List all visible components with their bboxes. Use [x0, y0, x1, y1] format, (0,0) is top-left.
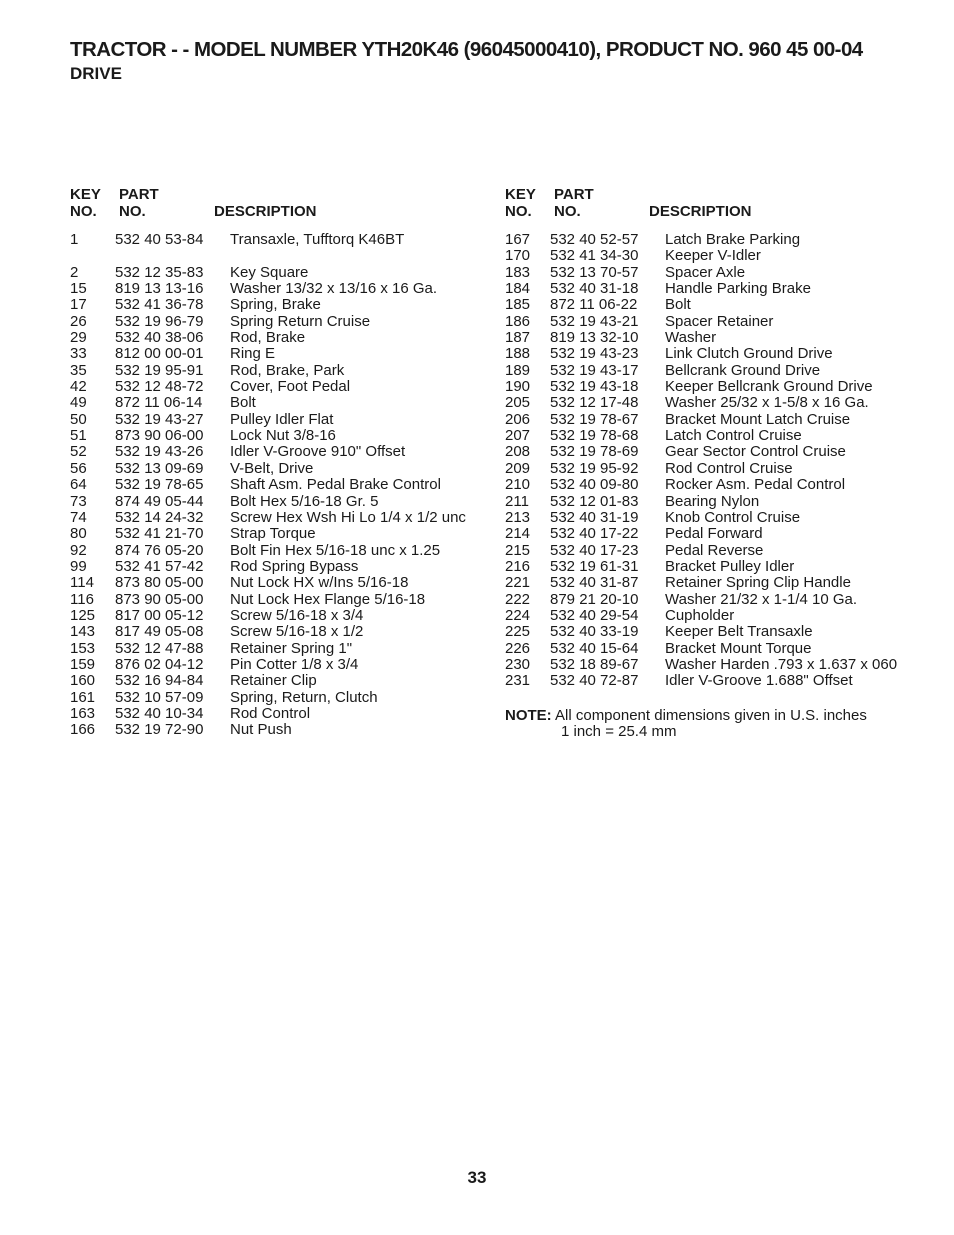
- part-number: 532 40 53-84: [115, 231, 204, 248]
- part-number: 532 19 95-92: [550, 459, 639, 477]
- part-number: 874 76 05-20: [115, 541, 204, 559]
- table-row: [505, 575, 925, 591]
- part-description: Lock Nut 3/8-16: [230, 427, 336, 445]
- note-line2: 1 inch = 25.4 mm: [561, 723, 677, 741]
- table-row: [505, 510, 925, 526]
- part-description: Nut Lock HX w/Ins 5/16-18: [230, 574, 409, 592]
- table-row: [505, 444, 925, 460]
- part-number: 532 40 33-19: [550, 623, 639, 641]
- key-number: 221: [505, 574, 531, 592]
- key-number: 213: [505, 508, 531, 526]
- part-number: 817 49 05-08: [115, 623, 204, 641]
- key-number: 52: [70, 443, 87, 461]
- part-description: Spacer Retainer: [665, 312, 774, 330]
- part-number: 532 18 89-67: [550, 655, 639, 673]
- table-row: [70, 265, 480, 281]
- key-number: 35: [70, 361, 87, 379]
- part-number: 817 00 05-12: [115, 606, 204, 624]
- part-number: 532 19 72-90: [115, 721, 204, 739]
- part-description: Shaft Asm. Pedal Brake Control: [230, 476, 441, 494]
- key-header-line2: NO.: [70, 203, 97, 220]
- key-number: 190: [505, 378, 531, 396]
- table-row: [505, 281, 925, 297]
- key-number: 222: [505, 590, 531, 608]
- part-description: Bracket Pulley Idler: [665, 557, 795, 575]
- part-description: Nut Push: [230, 721, 292, 739]
- table-row: [70, 559, 480, 575]
- table-row: [70, 543, 480, 559]
- key-number: 99: [70, 557, 87, 575]
- key-number: 80: [70, 525, 87, 543]
- part-header-line1: PART: [554, 186, 594, 203]
- part-description: Screw 5/16-18 x 3/4: [230, 606, 364, 624]
- part-description: Rod, Brake, Park: [230, 361, 345, 379]
- part-number: 532 40 31-18: [550, 280, 639, 298]
- table-row: [70, 706, 480, 722]
- part-description: Spring Return Cruise: [230, 312, 371, 330]
- table-row: [505, 346, 925, 362]
- part-number: 532 19 43-26: [115, 443, 204, 461]
- key-number: 166: [70, 721, 96, 739]
- key-number: 215: [505, 541, 531, 559]
- part-description: Bolt Hex 5/16-18 Gr. 5: [230, 492, 379, 510]
- table-row: [505, 624, 925, 640]
- part-description: Rod, Brake: [230, 329, 306, 347]
- part-number: 876 02 04-12: [115, 655, 204, 673]
- part-number: 532 12 35-83: [115, 263, 204, 281]
- part-description: Bolt: [665, 296, 691, 314]
- table-row: [70, 690, 480, 706]
- part-description: Washer 25/32 x 1-5/8 x 16 Ga.: [665, 394, 869, 412]
- part-number: 532 19 43-21: [550, 312, 639, 330]
- table-row: [505, 363, 925, 379]
- table-row: [70, 592, 480, 608]
- part-description: Screw 5/16-18 x 1/2: [230, 623, 364, 641]
- part-number: 874 49 05-44: [115, 492, 204, 510]
- key-number: 56: [70, 459, 87, 477]
- part-number: 532 19 43-27: [115, 410, 204, 428]
- part-number: 532 40 38-06: [115, 329, 204, 347]
- key-number: 161: [70, 688, 96, 706]
- table-row: [70, 297, 480, 313]
- key-number: 188: [505, 345, 531, 363]
- key-number: 50: [70, 410, 87, 428]
- table-row: [505, 265, 925, 281]
- part-description: Latch Brake Parking: [665, 231, 801, 248]
- table-row: [505, 494, 925, 510]
- key-number: 116: [70, 590, 94, 608]
- key-number: 51: [70, 427, 87, 445]
- part-description: Rocker Asm. Pedal Control: [665, 476, 846, 494]
- table-row: [70, 461, 480, 477]
- part-number: 532 19 78-69: [550, 443, 639, 461]
- part-description: Gear Sector Control Cruise: [665, 443, 846, 461]
- part-description: Pin Cotter 1/8 x 3/4: [230, 655, 359, 673]
- part-description: Pulley Idler Flat: [230, 410, 334, 428]
- key-number: 29: [70, 329, 87, 347]
- parts-list-left: [70, 232, 480, 739]
- table-row: [505, 330, 925, 346]
- table-row: [70, 232, 480, 248]
- table-row: [505, 232, 925, 248]
- part-description: Bellcrank Ground Drive: [665, 361, 821, 379]
- key-number: 160: [70, 672, 96, 690]
- key-number: 226: [505, 639, 531, 657]
- table-row: [70, 641, 480, 657]
- table-row: [505, 461, 925, 477]
- key-number: 210: [505, 476, 531, 494]
- part-description: Washer: [665, 329, 717, 347]
- part-number: 532 12 47-88: [115, 639, 204, 657]
- key-number: 185: [505, 296, 531, 314]
- part-description: Washer 13/32 x 13/16 x 16 Ga.: [230, 280, 438, 298]
- table-row: [505, 248, 925, 264]
- table-row: [70, 428, 480, 444]
- part-number: 532 19 78-67: [550, 410, 639, 428]
- table-row: [70, 510, 480, 526]
- key-number: 92: [70, 541, 87, 559]
- table-header: [70, 186, 480, 222]
- key-number: 1: [70, 231, 79, 248]
- part-number: 873 90 05-00: [115, 590, 204, 608]
- part-number: 879 21 20-10: [550, 590, 639, 608]
- table-row: [70, 379, 480, 395]
- part-description: Nut Lock Hex Flange 5/16-18: [230, 590, 426, 608]
- part-number: 532 40 17-22: [550, 525, 639, 543]
- part-number: 532 19 43-18: [550, 378, 639, 396]
- part-description: Knob Control Cruise: [665, 508, 801, 526]
- part-number: 532 40 10-34: [115, 704, 204, 722]
- part-description: Pedal Forward: [665, 525, 763, 543]
- part-number: 872 11 06-14: [115, 394, 203, 412]
- key-number: 33: [70, 345, 87, 363]
- part-header-line2: NO.: [119, 203, 146, 220]
- part-description: V-Belt, Drive: [230, 459, 314, 477]
- key-number: 184: [505, 280, 531, 298]
- note-label: NOTE:: [505, 706, 552, 724]
- part-description: Bracket Mount Latch Cruise: [665, 410, 851, 428]
- part-description: Spring, Brake: [230, 296, 321, 314]
- part-number: 532 41 34-30: [550, 247, 639, 265]
- table-row: [505, 428, 925, 444]
- key-number: 230: [505, 655, 531, 673]
- key-number: 208: [505, 443, 531, 461]
- table-row: [505, 297, 925, 313]
- part-number: 819 13 13-16: [115, 280, 204, 298]
- part-number: 532 40 31-19: [550, 508, 639, 526]
- key-number: 163: [70, 704, 96, 722]
- part-description: Idler V-Groove 1.688" Offset: [665, 672, 853, 690]
- key-number: 49: [70, 394, 87, 412]
- part-description: Strap Torque: [230, 525, 316, 543]
- key-number: 206: [505, 410, 531, 428]
- table-row: [70, 363, 480, 379]
- part-description: Bracket Mount Torque: [665, 639, 812, 657]
- table-row: [505, 608, 925, 624]
- part-number: 532 13 09-69: [115, 459, 204, 477]
- key-number: 224: [505, 606, 531, 624]
- table-row: [505, 526, 925, 542]
- part-description: Bolt: [230, 394, 256, 412]
- part-description: Handle Parking Brake: [665, 280, 811, 298]
- part-number: 532 19 78-65: [115, 476, 204, 494]
- part-number: 532 10 57-09: [115, 688, 204, 706]
- table-row: [505, 395, 925, 411]
- key-number: 159: [70, 655, 96, 673]
- key-number: 211: [505, 492, 529, 510]
- key-header-line1: KEY: [70, 186, 101, 203]
- table-row: [505, 657, 925, 673]
- key-number: 42: [70, 378, 87, 396]
- key-number: 231: [505, 672, 531, 690]
- table-row: [70, 494, 480, 510]
- part-number: 532 16 94-84: [115, 672, 204, 690]
- part-description: Retainer Spring 1": [230, 639, 353, 657]
- key-number: 183: [505, 263, 531, 281]
- table-row: [70, 657, 480, 673]
- part-description: Keeper V-Idler: [665, 247, 761, 265]
- key-number: 17: [70, 296, 87, 314]
- description-header: DESCRIPTION: [649, 203, 752, 220]
- key-number: 125: [70, 606, 96, 624]
- part-description: Washer 21/32 x 1-1/4 10 Ga.: [665, 590, 858, 608]
- part-number: 532 19 96-79: [115, 312, 204, 330]
- key-number: 167: [505, 231, 531, 248]
- table-row: [70, 395, 480, 411]
- key-number: 64: [70, 476, 87, 494]
- part-number: 532 40 17-23: [550, 541, 639, 559]
- part-header-line1: PART: [119, 186, 159, 203]
- table-row: [505, 543, 925, 559]
- part-number: 532 19 43-17: [550, 361, 639, 379]
- key-header-line1: KEY: [505, 186, 536, 203]
- part-number: 819 13 32-10: [550, 329, 639, 347]
- part-description: Ring E: [230, 345, 276, 363]
- key-number: 170: [505, 247, 531, 265]
- key-number: 15: [70, 280, 87, 298]
- key-number: 74: [70, 508, 87, 526]
- part-description: Key Square: [230, 263, 309, 281]
- part-number: 873 80 05-00: [115, 574, 204, 592]
- part-description: Keeper Bellcrank Ground Drive: [665, 378, 873, 396]
- table-row: [505, 673, 925, 689]
- part-number: 532 40 09-80: [550, 476, 639, 494]
- part-number: 532 14 24-32: [115, 508, 204, 526]
- part-description: Rod Spring Bypass: [230, 557, 359, 575]
- part-description: Rod Control Cruise: [665, 459, 793, 477]
- key-number: 2: [70, 263, 79, 281]
- part-number: 532 40 72-87: [550, 672, 639, 690]
- part-number: 532 40 15-64: [550, 639, 639, 657]
- part-description: Spring, Return, Clutch: [230, 688, 378, 706]
- table-row: [505, 379, 925, 395]
- part-description: Keeper Belt Transaxle: [665, 623, 813, 641]
- part-number: 812 00 00-01: [115, 345, 204, 363]
- table-row: [70, 722, 480, 738]
- section-title: DRIVE: [70, 64, 122, 83]
- table-header: [505, 186, 925, 222]
- key-number: 73: [70, 492, 87, 510]
- key-header-line2: NO.: [505, 203, 532, 220]
- part-number: 873 90 06-00: [115, 427, 204, 445]
- table-row: [70, 608, 480, 624]
- table-row: [505, 314, 925, 330]
- part-description: Retainer Spring Clip Handle: [665, 574, 851, 592]
- table-row: [70, 314, 480, 330]
- parts-table-right: [505, 186, 925, 741]
- table-row: [505, 412, 925, 428]
- part-description: Screw Hex Wsh Hi Lo 1/4 x 1/2 unc: [230, 508, 466, 526]
- part-number: 532 19 78-68: [550, 427, 639, 445]
- table-row: [70, 281, 480, 297]
- part-number: 532 19 61-31: [550, 557, 639, 575]
- table-row: [505, 559, 925, 575]
- table-row: [70, 477, 480, 493]
- key-number: 205: [505, 394, 531, 412]
- table-row: [505, 641, 925, 657]
- key-number: 186: [505, 312, 531, 330]
- key-number: 189: [505, 361, 531, 379]
- table-row: [70, 412, 480, 428]
- part-number: 532 19 43-23: [550, 345, 639, 363]
- part-description: Idler V-Groove 910" Offset: [230, 443, 406, 461]
- part-number: 532 12 48-72: [115, 378, 204, 396]
- table-row: [505, 592, 925, 608]
- dimension-note: [505, 708, 925, 741]
- part-description: Pedal Reverse: [665, 541, 764, 559]
- key-number: 209: [505, 459, 531, 477]
- part-number: 532 41 36-78: [115, 296, 204, 314]
- table-row: [70, 444, 480, 460]
- note-line1: All component dimensions given in U.S. inches: [551, 706, 867, 724]
- part-description: Rod Control: [230, 704, 311, 722]
- key-number: 187: [505, 329, 531, 347]
- part-description: Latch Control Cruise: [665, 427, 802, 445]
- part-number: 532 19 95-91: [115, 361, 204, 379]
- table-row: [70, 624, 480, 640]
- part-description: Bearing Nylon: [665, 492, 760, 510]
- key-number: 143: [70, 623, 96, 641]
- table-row: [70, 346, 480, 362]
- table-row: [70, 330, 480, 346]
- part-number: 872 11 06-22: [550, 296, 638, 314]
- part-number: 532 41 21-70: [115, 525, 204, 543]
- part-number: 532 12 17-48: [550, 394, 639, 412]
- parts-table-left: [70, 186, 480, 739]
- table-row: [70, 575, 480, 591]
- part-number: 532 41 57-42: [115, 557, 204, 575]
- page-title: TRACTOR - - MODEL NUMBER YTH20K46 (96045000410), PRODUCT NO. 960 45 00-04: [70, 38, 863, 61]
- part-number: 532 40 52-57: [550, 231, 639, 248]
- part-header-line2: NO.: [554, 203, 581, 220]
- part-number: 532 40 29-54: [550, 606, 639, 624]
- key-number: 216: [505, 557, 531, 575]
- parts-list-right: [505, 232, 925, 690]
- part-description: Spacer Axle: [665, 263, 746, 281]
- key-number: 114: [70, 574, 94, 592]
- table-row: [70, 526, 480, 542]
- key-number: 207: [505, 427, 531, 445]
- table-row: [70, 673, 480, 689]
- page-number: 33: [467, 1168, 487, 1187]
- table-row: [505, 477, 925, 493]
- description-header: DESCRIPTION: [214, 203, 317, 220]
- key-number: 225: [505, 623, 531, 641]
- key-number: 153: [70, 639, 96, 657]
- part-description: Bolt Fin Hex 5/16-18 unc x 1.25: [230, 541, 441, 559]
- part-description: Link Clutch Ground Drive: [665, 345, 833, 363]
- part-description: Cover, Foot Pedal: [230, 378, 351, 396]
- part-number: 532 40 31-87: [550, 574, 639, 592]
- part-description: Retainer Clip: [230, 672, 317, 690]
- part-number: 532 12 01-83: [550, 492, 639, 510]
- part-description: Cupholder: [665, 606, 735, 624]
- part-description: Washer Harden .793 x 1.637 x 060: [665, 655, 898, 673]
- key-number: 26: [70, 312, 87, 330]
- part-description: Transaxle, Tufftorq K46BT: [230, 231, 405, 248]
- part-number: 532 13 70-57: [550, 263, 639, 281]
- key-number: 214: [505, 525, 531, 543]
